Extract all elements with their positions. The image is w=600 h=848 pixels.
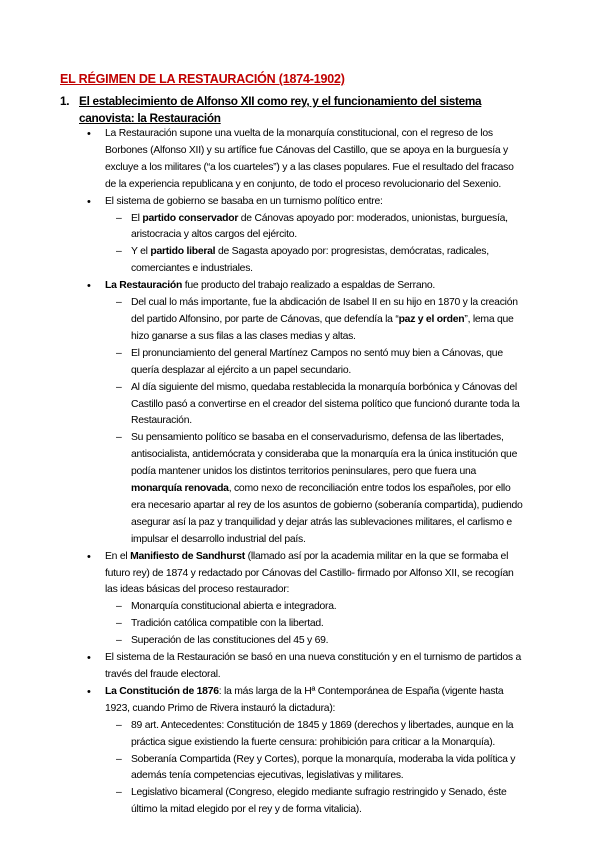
document-body (83, 126, 523, 819)
sub-item (105, 752, 523, 786)
bullet-bold: Manifiesto de Sandhurst (130, 550, 245, 562)
sub-list (105, 599, 523, 650)
sub-item (105, 785, 523, 819)
bullet-text: El sistema de la Restauración se basó en una nueva constitución y en el turnismo de partidos a través del fraude electoral. (105, 652, 522, 680)
sub-item (105, 295, 523, 346)
sub-text: Monarquía constitucional abierta e integradora. (131, 601, 337, 613)
bullet-text: : la más larga de la Hª Contemporánea de España (vigente hasta 1923, cuando Primo de Rivera instauró la dictadura): (105, 685, 504, 714)
bullet-bold: La Restauración (105, 280, 183, 292)
sub-bold: partido liberal (150, 246, 216, 258)
sub-text: Soberanía Compartida (Rey y Cortes), porque la monarquía, moderaba la vida política y además tenía competencias ejecutivas, legislativas y militares. (131, 753, 516, 782)
sub-item (105, 599, 523, 616)
sub-item (105, 244, 523, 278)
sub-text: Superación de las constituciones del 45 y 69. (131, 635, 329, 647)
bullet-bold: La Constitución de 1876 (105, 685, 219, 697)
bullet-restauracion-intro (83, 126, 523, 194)
sub-text: El pronunciamiento del general Martínez Campos no sentó muy bien a Cánovas, que quería desplazar al ejército a un papel secundario. (131, 347, 503, 376)
bullet-text: (llamado así por la academia militar en la que se formaba el futuro rey) de 1874 y redactado por Cánovas del Castillo- firmado por Alfonso XII, se recogían las ideas básicas del proceso restaurador: (105, 550, 514, 596)
sub-item (105, 616, 523, 633)
sub-text: 89 art. Antecedentes: Constitución de 1845 y 1869 (derechos y libertades, aunque en la práctica sigue existiendo la fuerte censura: prohibición para criticar a la Monarquía). (131, 719, 514, 748)
sub-text: Tradición católica compatible con la libertad. (131, 618, 324, 630)
sub-bold: paz y el orden (398, 313, 465, 325)
sub-list (105, 211, 523, 279)
bullet-turnismo (83, 194, 523, 279)
sub-text: Del cual lo más importante, fue la abdicación de Isabel II en su hijo en 1870 y la creación del partido Alfonsino, por parte de Cánovas, que defendía la “ (131, 297, 518, 325)
sub-text: Legislativo bicameral (Congreso, elegido mediante sufragio restringido y Senado, éste último la mitad elegido por el rey y de forma vitalicia). (131, 787, 507, 816)
sub-item (105, 430, 523, 548)
bullet-text: fue producto del trabajo realizado a espaldas de Serrano. (182, 280, 436, 292)
sub-bold: partido conservador (142, 212, 239, 224)
bullet-sistema-fraude (83, 650, 523, 684)
sub-text: Al día siguiente del mismo, quedaba restablecida la monarquía borbónica y Cánovas del Castillo pasó a convertirse en el creador del sistema político que funcionó durante toda la Restauración. (131, 381, 520, 427)
section-heading (60, 93, 520, 127)
bullet-manifiesto-sandhurst (83, 549, 523, 650)
document-title: EL RÉGIMEN DE LA RESTAURACIÓN (1874-1902) (60, 72, 345, 86)
bullet-text: La Restauración supone una vuelta de la monarquía constitucional, con el regreso de los Borbones (Alfonso XII) y su artífice fue Cánovas del Castillo, que se apoya en la burguesía y excluye a los militares (“a los cuarteles”) y a las clases populares. Fue el resultado del fracaso de la experiencia republicana y en conjunto, de todo el proceso revolucionario del Sexenio. (105, 128, 514, 190)
sub-list (105, 718, 523, 819)
bullet-restauracion-serrano (83, 278, 523, 549)
sub-list (105, 295, 523, 549)
sub-item (105, 346, 523, 380)
sub-text: , como nexo de reconciliación entre todos los españoles, por ello era necesario apartar al rey de los asuntos de gobierno (soberanía compartida), pudiendo asegurar así la paz y tranquilidad y dejar atrás las sublevaciones militares, el carlismo e impulsar el desarrollo industrial del país. (131, 483, 523, 545)
section-number: 1. (60, 94, 70, 108)
section-heading-text: El establecimiento de Alfonso XII como rey, y el funcionamiento del sistema canovista: la Restauración (79, 94, 482, 125)
bullet-list (83, 126, 523, 819)
sub-text: El (131, 212, 143, 224)
sub-text: Su pensamiento político se basaba en el conservadurismo, defensa de las libertades, antisocialista, antidemócrata y consideraba que la monarquía era la única institución que podía mantener unidos los distintos territorios peninsulares, pero que fuera una (131, 432, 518, 478)
bullet-constitucion-1876 (83, 684, 523, 819)
sub-item (105, 633, 523, 650)
sub-text: ”, lema que hizo ganarse a sus filas a las clases medias y altas. (131, 313, 514, 342)
sub-bold: monarquía renovada (131, 483, 229, 495)
sub-item (105, 380, 523, 431)
sub-text: Y el (131, 246, 151, 258)
sub-item (105, 718, 523, 752)
sub-text: de Sagasta apoyado por: progresistas, demócratas, radicales, comerciantes e industriales. (131, 246, 489, 275)
sub-item (105, 211, 523, 245)
sub-text: de Cánovas apoyado por: moderados, unionistas, burguesía, aristocracia y altos cargos del ejército. (131, 212, 508, 241)
bullet-text: El sistema de gobierno se basaba en un turnismo político entre: (105, 195, 383, 207)
bullet-text: En el (105, 550, 131, 562)
